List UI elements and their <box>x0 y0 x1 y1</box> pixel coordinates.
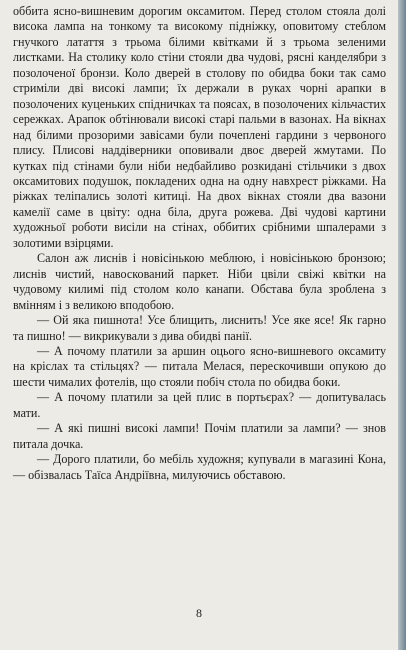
paragraph: — Ой яка пишнота! Усе блищить, лиснить! Усе яке ясе! Як гарно та пишно! — викрикували з дива обидві панії. <box>13 313 386 343</box>
paragraph: — А почому платили за цей плис в портьєрах? — допитувалась мати. <box>13 390 386 420</box>
paragraph: — Дорого платили, бо мебіль художня; купували в магазині Кона, — обізвалась Таїса Андріївна, милуючись обставою. <box>13 452 386 482</box>
paragraph: — А які пишні високі лампи! Почім платили за лампи? — знов питала дочка. <box>13 421 386 451</box>
paragraph: Салон аж лиснів і новісінькою меблюю, і новісінькою бронзою; лиснів чистий, навоскований паркет. Ніби цвіли свіжі квітки на чудовому килимі під столом коло канапи. Обстава була зроблена з вмінням і з великою вподобою. <box>13 251 386 312</box>
page-number: 8 <box>196 606 202 620</box>
paragraph: оббита ясно-вишневим дорогим оксамитом. Перед столом стояла долі висока лампа на тонкому та високому підніжку, оповитому стеблом гнучкого латаття з трьома білими квітками й з трьома зеленими листками. На столику коло стіни стояли два чудові, рясні канделябри з позолоченої бронзи. Коло дверей в столову по обидва боки так само стриміли дві високі лампи; їх держали в руках чорні арапки в позолочених куценьких спідничках та поясах, в позолочених кільчастих сережках. Арапок обтінювали високі старі пальми в вазонах. На вікнах над білими прозорими завісами були почеплені гардини з червоного плису. Плисові наддіверники оповивали двоє дверей жмутами. По кутках під стінами були ніби недбайливо розкидані стільчики з двох оксамитових подушок, покладених одна на одну навхрест ріжками. На ріжках теліпались золоті китиці. На двох вікнах стояли два вазони камелії саме в цвіту: одна біла, друга рожева. Дві чудові картини художньої роботи висіли на стінах, оббитих срібними шпалерами з золотими взірцями. <box>13 4 386 250</box>
book-edge <box>398 0 406 650</box>
paragraph: — А почому платили за аршин оцього ясно-вишневого оксамиту на кріслах та стільцях? — питала Мелася, перескочивши опукою до шести чималих фотелів, що стояли побіч стола по обидва боки. <box>13 343 386 389</box>
